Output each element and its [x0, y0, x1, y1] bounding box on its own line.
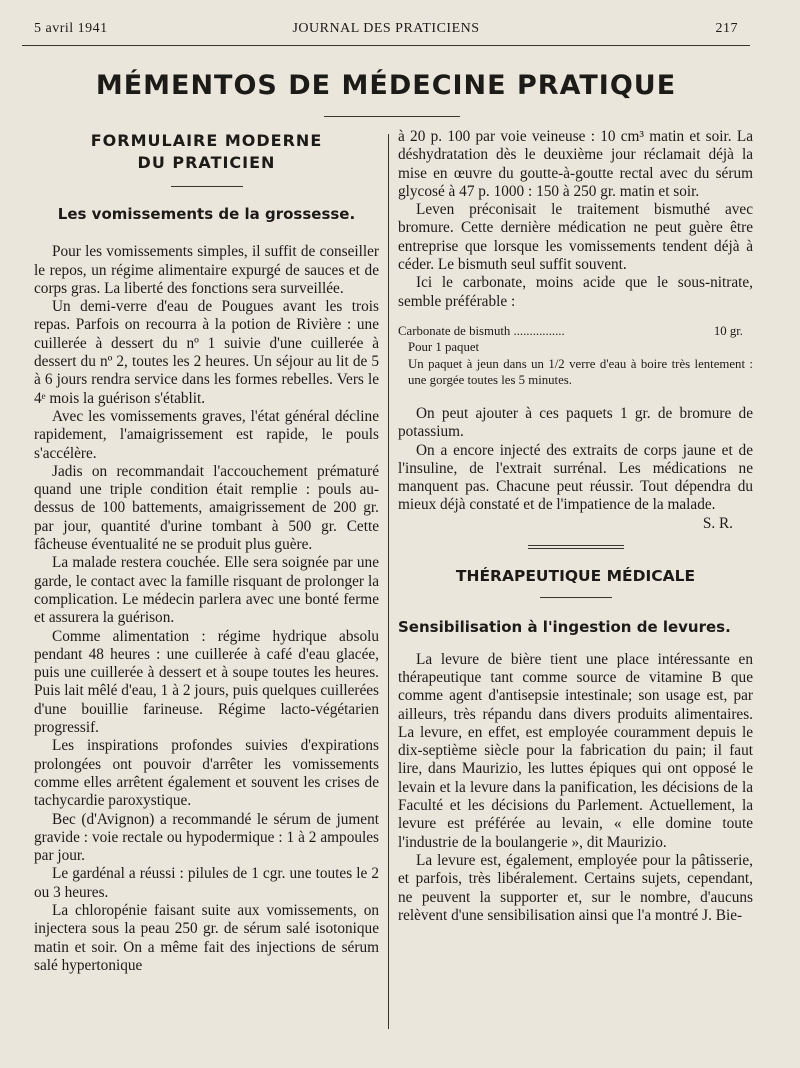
paragraph: Comme alimentation : régime hydrique absolu pendant 48 heures : une cuillerée à café d'eau glacée, puis une cuillerée à dessert et à soupe toutes les heures. Puis lait mêlé d'eau, 1 à 2 jours, puis quelques cuillerées d'une bouillie farineuse. Régime lacto-végétarien progressif. [34, 627, 379, 737]
article-subtitle: Sensibilisation à l'ingestion de levures. [398, 618, 731, 637]
paragraph: On peut ajouter à ces paquets 1 gr. de bromure de potassium. [398, 404, 753, 441]
double-rule [528, 545, 624, 549]
issue-date: 5 avril 1941 [34, 21, 108, 36]
paragraph: Bec (d'Avignon) a recommandé le sérum de jument gravide : voie rectale ou hypodermique : 1 à 2 ampoules par jour. [34, 810, 379, 865]
paragraph: Ici le carbonate, moins acide que le sous-nitrate, semble préférable : [398, 274, 753, 310]
paragraph: La levure de bière tient une place intéressante en thérapeutique tant comme source de vitamine B que comme agent d'antisepsie intestinale; son usage est, par ailleurs, très répandu dans divers produits alimentaires. La levure, en effet, est employée couramment depuis le dix-septième siècle pour la fabrication du pain; il faut lire, dans Maurizio, les luttes épiques qui ont opposé le levain et la levure dans la panification, les décisions de la Faculté et les décisions du Parlement. Actuellement, la levure est préférée au levain, « elle domine toute l'industrie de la boulangerie », dit Maurizio. [398, 650, 753, 851]
formula-dose: 10 gr. [713, 323, 743, 338]
paragraph: Un demi-verre d'eau de Pougues avant les trois repas. Parfois on recourra à la potion de Rivière : une cuillerée à dessert du nº 1 suivie d'une cuillerée à dessert du nº 2, toutes les 2 heures. Un séjour au lit de 5 à 6 jours rendra service dans les formes rebelles. Vers le 4ᵉ mois la guérison s'établit. [34, 298, 379, 407]
section-rule [171, 186, 243, 187]
paragraph: On a encore injecté des extraits de corps jaune et de l'insuline, de l'extrait surrénal. Les médications ne manquent pas. Chacune peut réussir. Tout dépendra du mieux déjà constaté et de l'impatience de la malade. [398, 441, 753, 514]
right-column [398, 128, 753, 925]
prescription-formula [398, 323, 753, 389]
paragraph: Avec les vomissements graves, l'état général décline rapidement, l'amaigrissement est rapide, le pouls s'accélère. [34, 407, 379, 462]
page-number: 217 [715, 21, 738, 36]
paragraph: Le gardénal a réussi : pilules de 1 cgr. une toutes le 2 ou 3 heures. [34, 865, 379, 901]
title-rule [324, 116, 460, 117]
header-rule [22, 45, 750, 46]
column-separator [388, 134, 389, 1029]
section-title-line-1: FORMULAIRE MODERNE [90, 131, 323, 150]
left-column [34, 130, 379, 975]
section-rule [540, 597, 612, 598]
paragraph: Les inspirations profondes suivies d'expirations prolongées ont pouvoir d'arrêter les vomissements comme elles arrêtent également et souvent les crises de tachycardie paroxystique. [34, 737, 379, 810]
formula-line: Pour 1 paquet [408, 340, 480, 355]
section-title: THÉRAPEUTIQUE MÉDICALE [455, 567, 696, 586]
running-head [34, 21, 738, 41]
paragraph: Pour les vomissements simples, il suffit de conseiller le repos, un régime alimentaire expurgé de sauces et de corps gras. La liberté des fonctions sera surveillée. [34, 243, 379, 297]
formula-item-line [398, 323, 753, 340]
article-subtitle: Les vomissements de la grossesse. [57, 205, 356, 223]
signature: S. R. [702, 514, 733, 532]
section-title-line-2: DU PRATICIEN [137, 153, 276, 172]
paragraph: Jadis on recommandait l'accouchement prématuré quand une triple condition était remplie : pouls au-dessus de 100 battements, amaigrissement de 200 gr. par jour, quantité d'urine tombant à 500 gr. Cette fâcheuse éventualité ne se produit plus guère. [34, 462, 379, 554]
paragraph: La levure est, également, employée pour la pâtisserie, et parfois, très libéralement. Certains sujets, cependant, ne peuvent la supporter et, sur le nombre, d'aucuns relèvent d'une sensibilisation ainsi que l'a montré J. Bie- [398, 851, 753, 924]
paragraph: à 20 p. 100 par voie veineuse : 10 cm³ matin et soir. La déshydratation dès le deuxième jour réclamait déjà la mise en œuvre du goutte-à-goutte rectal avec du sérum glycosé à 47 p. 1000 : 150 à 250 gr. matin et soir. [398, 128, 753, 200]
paragraph: Leven préconisait le traitement bismuthé avec bromure. Cette dernière médication ne peut guère être entreprise que lorsque les vomissements tendent déjà à céder. Le bismuth seul suffit souvent. [398, 201, 753, 274]
formula-instructions: Un paquet à jeun dans un 1/2 verre d'eau à boire très lentement : une gorgée toutes les 5 minutes. [408, 356, 753, 388]
formula-item: Carbonate de bismuth ................ [398, 323, 565, 338]
journal-name: JOURNAL DES PRATICIENS [292, 21, 480, 36]
paragraph: La chloropénie faisant suite aux vomissements, on injectera sous la peau 250 gr. de sérum salé isotonique matin et soir. On a même fait des injections de sérum salé hypertonique [34, 901, 379, 974]
paragraph: La malade restera couchée. Elle sera soignée par une garde, le contact avec la famille risquant de prolonger la complication. Le médecin parlera avec une bonté ferme et assurera la guérison. [34, 554, 379, 627]
main-title: MÉMENTOS DE MÉDECINE PRATIQUE [95, 70, 677, 101]
